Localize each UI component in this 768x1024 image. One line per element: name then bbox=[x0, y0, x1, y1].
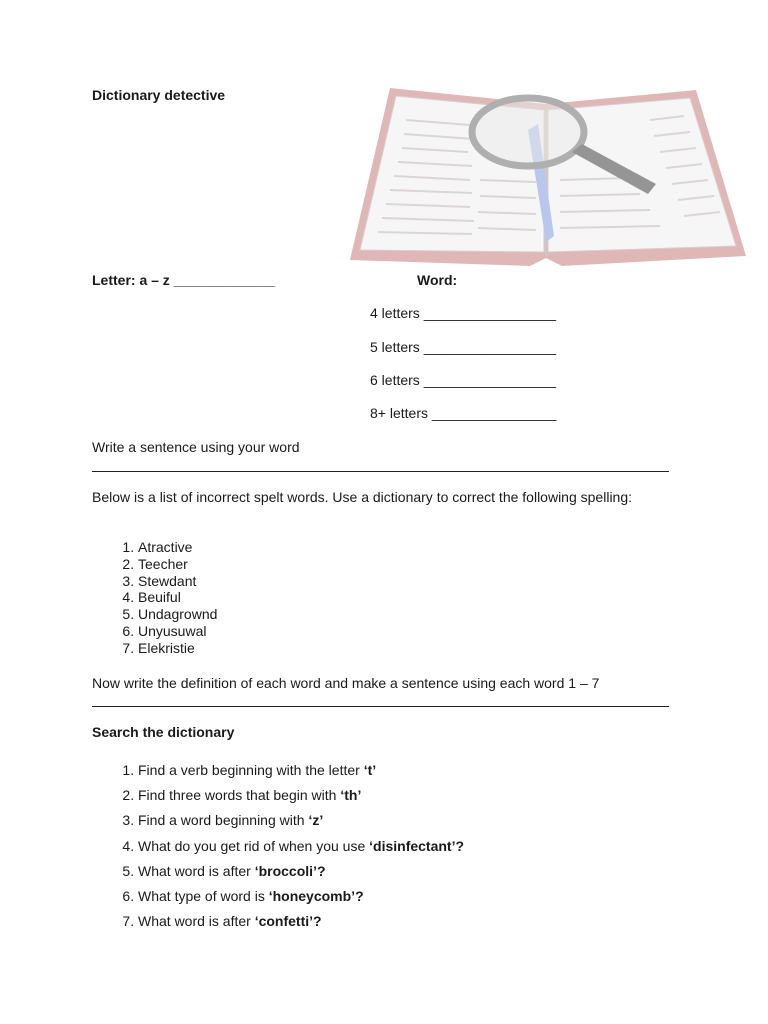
magnifier-lens-icon bbox=[472, 98, 584, 166]
list-item bbox=[138, 783, 464, 808]
list-item: 7. Elekristie bbox=[138, 640, 217, 657]
word-row-4-letters: 4 letters _________________ bbox=[370, 305, 557, 321]
list-item: 4. Beuiful bbox=[138, 589, 217, 606]
task-keyword: ‘disinfectant’? bbox=[369, 837, 465, 854]
list-item bbox=[138, 758, 464, 783]
task-keyword: ‘broccoli’? bbox=[254, 862, 326, 879]
dictionary-magnifier-illustration bbox=[350, 60, 746, 268]
list-item bbox=[138, 909, 464, 934]
letter-answer-line: Letter: a – z _____________ bbox=[92, 272, 275, 288]
task-keyword: ‘confetti’? bbox=[254, 913, 322, 930]
list-item: 1. Atractive bbox=[138, 539, 217, 556]
list-item bbox=[138, 808, 464, 833]
word-row-6-letters: 6 letters _________________ bbox=[370, 372, 557, 388]
sentence-answer-rule bbox=[92, 471, 669, 472]
sentence-prompt: Write a sentence using your word bbox=[92, 439, 300, 455]
task-text: Find a verb beginning with the letter bbox=[138, 762, 364, 778]
list-item bbox=[138, 859, 464, 884]
list-item: 5. Undagrownd bbox=[138, 606, 217, 623]
word-row-5-letters: 5 letters _________________ bbox=[370, 339, 557, 355]
task-keyword: ‘honeycomb’? bbox=[268, 888, 364, 905]
word-heading: Word: bbox=[417, 272, 458, 288]
task-text: What do you get rid of when you use bbox=[138, 837, 370, 854]
list-item: 2. Teecher bbox=[138, 556, 217, 573]
list-item bbox=[138, 834, 464, 859]
task-keyword: ‘z’ bbox=[308, 812, 324, 829]
word-row-8-letters: 8+ letters ________________ bbox=[370, 405, 557, 421]
task-text: What word is after bbox=[138, 862, 255, 879]
misspelt-word-list bbox=[92, 539, 217, 657]
misspelt-intro: Below is a list of incorrect spelt words. Use a dictionary to correct the following spelling: bbox=[92, 489, 633, 505]
search-task-list bbox=[92, 758, 464, 934]
worksheet-title: Dictionary detective bbox=[92, 87, 226, 103]
task-keyword: ‘th’ bbox=[340, 787, 362, 804]
task-text: What word is after bbox=[138, 913, 255, 930]
list-item bbox=[138, 884, 464, 909]
definition-answer-rule bbox=[92, 706, 669, 707]
task-text: What type of word is bbox=[138, 888, 269, 905]
task-text: Find three words that begin with bbox=[138, 787, 341, 804]
list-item: 3. Stewdant bbox=[138, 573, 217, 590]
list-item: 6. Unyusuwal bbox=[138, 623, 217, 640]
search-section-title: Search the dictionary bbox=[92, 724, 235, 740]
definition-prompt: Now write the definition of each word and make a sentence using each word 1 – 7 bbox=[92, 675, 600, 691]
task-keyword: ‘t’ bbox=[363, 762, 377, 778]
task-text: Find a word beginning with bbox=[138, 812, 309, 829]
